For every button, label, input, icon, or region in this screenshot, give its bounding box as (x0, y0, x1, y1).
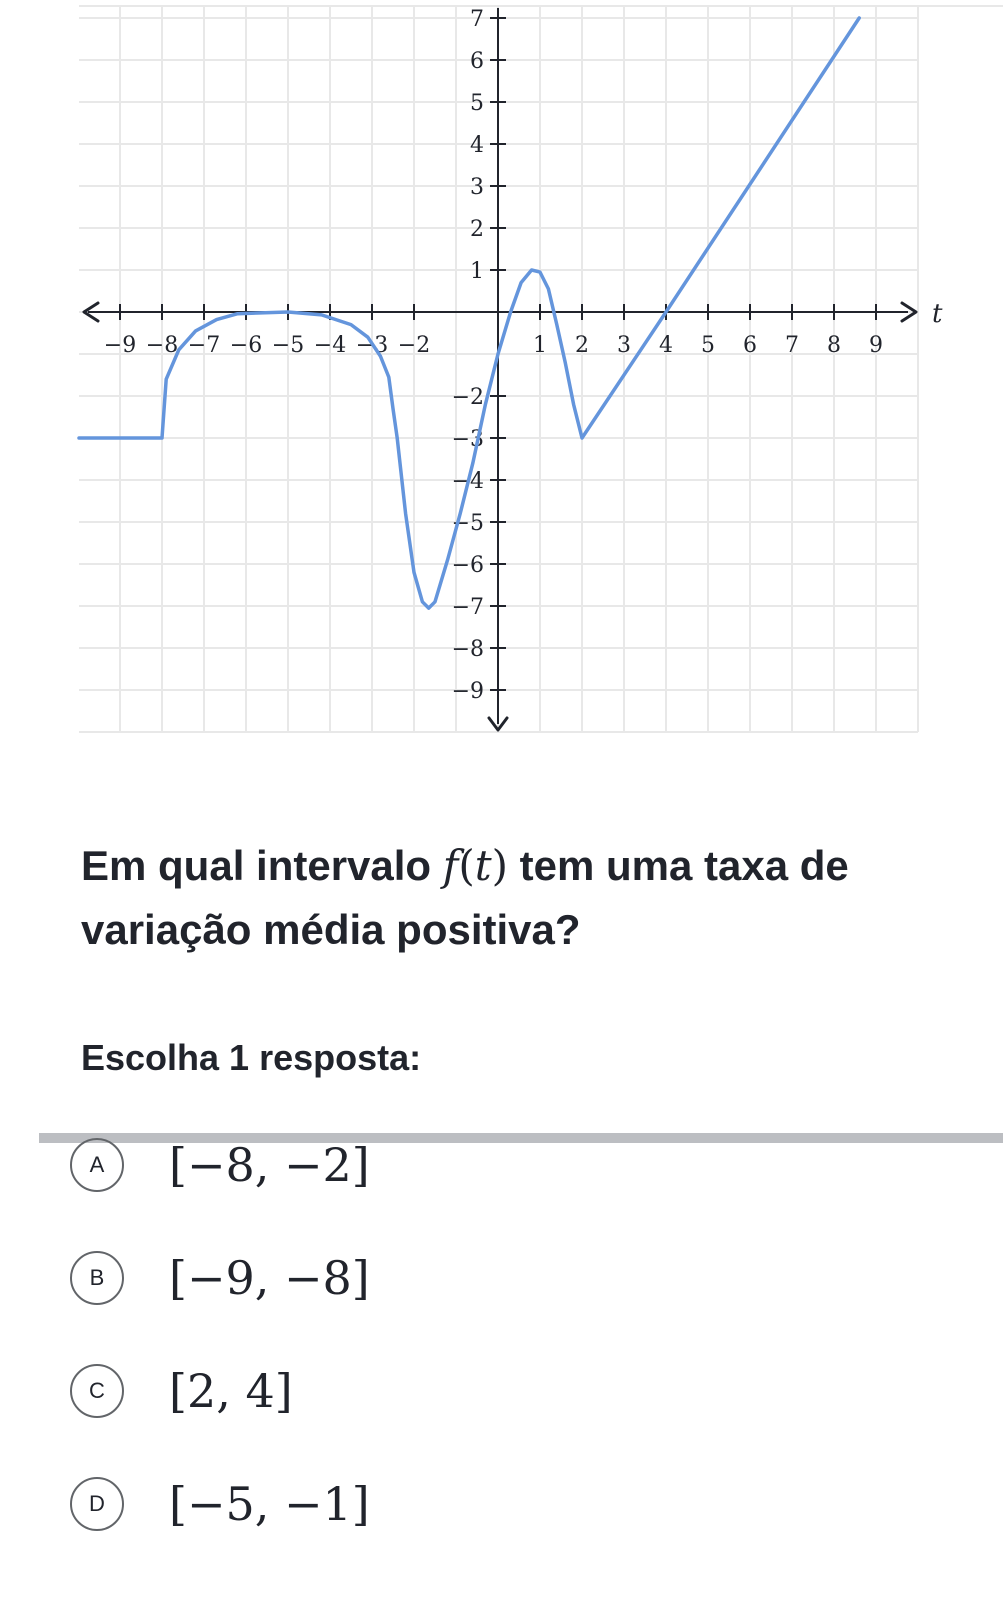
y-tick-label: −4 (451, 469, 484, 494)
x-tick-label: 8 (827, 333, 841, 358)
question-after: tem uma taxa de variação média positiva? (81, 842, 849, 953)
x-axis-label: t (932, 299, 943, 329)
choice-b-letter: B (89, 1265, 105, 1290)
choice-b-radio[interactable] (70, 1251, 124, 1305)
function-arg: t (474, 841, 492, 890)
choice-a-letter: A (89, 1152, 105, 1177)
y-tick-label: −6 (451, 553, 484, 578)
y-tick-label: −3 (451, 427, 484, 452)
y-tick-label: 7 (470, 7, 484, 32)
y-tick-label: 3 (470, 175, 484, 200)
x-tick-label: −7 (187, 333, 221, 358)
choice-d-letter: D (89, 1491, 105, 1516)
function-graph (0, 0, 1003, 760)
choice-c-radio[interactable] (70, 1364, 124, 1418)
x-tick-label: −5 (271, 333, 305, 358)
answer-prompt: Escolha 1 resposta: (81, 1037, 422, 1078)
choice-c-text: [2, 4] (169, 1364, 293, 1418)
x-tick-label: −4 (313, 333, 347, 358)
x-tick-label: −2 (397, 333, 431, 358)
y-tick-label: 1 (470, 259, 484, 284)
choice-d-text: [−5, −1] (169, 1477, 370, 1531)
grid-lines (79, 6, 1003, 732)
choice-d[interactable] (70, 1464, 970, 1544)
choice-c-letter: C (89, 1378, 105, 1403)
x-tick-label: −3 (355, 333, 389, 358)
y-tick-label: −5 (451, 511, 484, 536)
x-tick-label: 5 (701, 333, 715, 358)
y-tick-label: 4 (470, 133, 484, 158)
choice-a[interactable] (70, 1125, 970, 1205)
y-tick-label: −7 (451, 595, 484, 620)
x-tick-label: 6 (743, 333, 757, 358)
y-tick-label: −2 (451, 385, 484, 410)
y-tick-label: 6 (470, 49, 484, 74)
tick-labels (104, 7, 883, 704)
x-tick-label: −6 (229, 333, 263, 358)
choice-d-radio[interactable] (70, 1477, 124, 1531)
question-before: Em qual intervalo (81, 842, 432, 889)
choice-b-text: [−9, −8] (169, 1251, 370, 1305)
x-tick-label: 4 (659, 333, 673, 358)
y-tick-label: 5 (470, 91, 484, 116)
x-tick-label: 2 (575, 333, 589, 358)
choice-a-radio[interactable] (70, 1138, 124, 1192)
x-tick-label: 9 (869, 333, 883, 358)
y-tick-label: 2 (470, 217, 484, 242)
choice-a-text: [−8, −2] (169, 1138, 370, 1192)
x-tick-label: 7 (785, 333, 799, 358)
x-tick-label: −9 (103, 333, 137, 358)
x-tick-label: −8 (145, 333, 179, 358)
x-tick-label: 3 (617, 333, 631, 358)
x-tick-label: 1 (533, 333, 547, 358)
y-tick-label: −9 (451, 679, 484, 704)
choice-b[interactable] (70, 1238, 970, 1318)
function-name: f (442, 841, 459, 890)
question-text (81, 834, 961, 962)
axes (84, 8, 943, 730)
choice-c[interactable] (70, 1351, 970, 1431)
function-notation: f(t) (442, 841, 508, 890)
y-tick-label: −8 (451, 637, 484, 662)
